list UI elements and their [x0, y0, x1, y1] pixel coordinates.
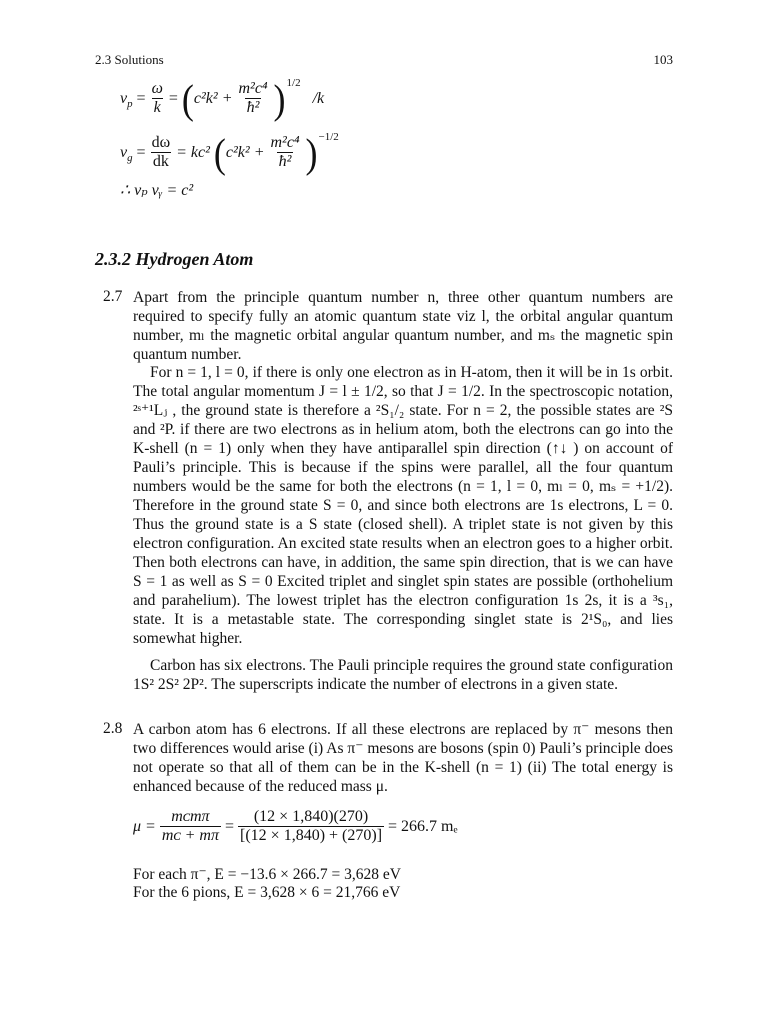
- eq1-lhs: v: [120, 89, 128, 107]
- eq1-tail: /k: [312, 89, 325, 107]
- section-title: 2.3.2 Hydrogen Atom: [95, 249, 254, 269]
- eq2-exponent: −1/2: [318, 130, 339, 143]
- eq1-open-paren: (: [181, 75, 194, 122]
- equation-group-velocity: $v_g$ = $\frac{d\omega}{dk}$ = kc² ( c²k² + $\frac{\text{m²c⁴}}{\text{ħ²}}$ ) −1/2: [120, 129, 339, 176]
- mu-f1-den: mᴄ + mπ: [161, 827, 219, 845]
- energy-per-pion-line: For each π⁻, E = −13.6 × 266.7 = 3,628 eV: [133, 866, 401, 883]
- mu-lhs: μ =: [133, 817, 156, 835]
- mu-equals: =: [224, 817, 235, 835]
- eq1-close-paren: ): [273, 75, 286, 122]
- eq2-frac-num: dω: [151, 134, 171, 151]
- mu-fraction-1: [160, 808, 221, 846]
- reduced-mass-equation: [133, 808, 458, 846]
- eq2-inner-fraction: [269, 134, 302, 172]
- eq2-lhs: v: [120, 143, 128, 161]
- mu-result: = 266.7 mₑ: [388, 817, 458, 835]
- eq1-inner-den: ħ²: [246, 99, 260, 117]
- equation-product: ∴ vₚ vᵧ = c²: [120, 182, 194, 199]
- eq1-inner-num: m²c⁴: [238, 80, 268, 97]
- eq1-frac-num: ω: [151, 80, 163, 97]
- eq2-open-paren: (: [213, 129, 226, 176]
- eq1-inner-fraction: [237, 80, 270, 118]
- problem-2-7-paragraph-3: Carbon has six electrons. The Pauli principle requires the ground state configuration 1S² 2S² 2P². The superscripts indicate the number of electrons in a given state.: [133, 657, 673, 693]
- eq2-close-paren: ): [305, 129, 318, 176]
- problem-number-2-7: 2.7: [103, 288, 123, 305]
- eq2-inner-num: m²c⁴: [270, 134, 300, 151]
- mu-f2-den: [(12 × 1,840) + (270)]: [240, 827, 383, 845]
- problem-2-8-paragraph-1: A carbon atom has 6 electrons. If all these electrons are replaced by π⁻ mesons then two differences would arise (i) As π⁻ mesons are bosons (spin 0) Pauli’s principle does not operate so that all of them can be in the K-shell (n = 1) (ii) The total energy is enhanced because of the reduced mass μ.: [133, 721, 673, 795]
- eq2-inner-den: ħ²: [278, 153, 292, 171]
- page-number: 103: [653, 52, 673, 67]
- mu-fraction-2: [238, 808, 384, 846]
- mu-f2-num: (12 × 1,840)(270): [253, 808, 369, 825]
- eq2-frac-den: dk: [152, 153, 169, 171]
- running-header-section: 2.3 Solutions: [95, 52, 164, 67]
- problem-2-7-paragraph-2: For n = 1, l = 0, if there is only one electron as in H-atom, then it will be in 1s orbit. The total angular momentum J = l ± 1/2, so that J = 1/2. In the spectroscopic notation, ²ˢ⁺¹Lⱼ , the ground state is therefore a ²S₁/₂ state. For n = 2, the possible states are ²S and ²P. if there are two electrons as in helium atom, both the electrons can go into the K-shell (n = 1) only when they have antiparallel spin direction (↑↓ ) on account of Pauli’s principle. This is because if the spins were parallel, all the four quantum numbers would be the same for both the electrons (n = 1, l = 0, mₗ = 0, mₛ = +1/2). Therefore in the ground state S = 0, and since both electrons are 1s electrons, L = 0. Thus the ground state is a S state (closed shell). A triplet state is not given by this electron configuration. An excited state results when an electron goes to a higher orbit. Then both electrons can have, in addition, the same spin direction, that is we can have S = 1 as well as S = 0 Excited triplet and singlet spin states are possible (orthohelium and parahelium). The lowest triplet has the electron configuration 1s 2s, it is a ³s₁, state. It is a metastable state. The corresponding singlet state is 2¹S₀, and lies somewhat higher.: [133, 364, 673, 647]
- problem-number-2-8: 2.8: [103, 720, 123, 737]
- eq1-term1: c²k² +: [193, 89, 233, 107]
- eq1-fraction: [150, 80, 165, 118]
- equation-phase-velocity: $v_p$ = $\frac{\omega}{k}$ = ( c²k² + $\frac{\text{m²c⁴}}{\text{ħ²}}$ ) 1/2 /k: [120, 75, 325, 122]
- eq1-exponent: 1/2: [286, 76, 301, 89]
- eq1-frac-den: k: [153, 99, 161, 117]
- mu-f1-num: mᴄmπ: [171, 808, 210, 825]
- eq2-lhs-sub: g: [127, 152, 133, 165]
- eq1-lhs-sub: p: [127, 98, 133, 111]
- problem-2-7-paragraph-1: Apart from the principle quantum number n, three other quantum numbers are required to specify fully an atomic quantum state viz l, the orbital angular quantum number, mₗ the magnetic orbital angular quantum number, and mₛ the magnetic spin quantum number.: [133, 289, 673, 363]
- energy-total-pions-line: For the 6 pions, E = 3,628 × 6 = 21,766 eV: [133, 884, 401, 901]
- eq2-mid: = kc²: [176, 143, 210, 161]
- eq2-term1: c²k² +: [225, 143, 265, 161]
- eq2-fraction: [150, 134, 173, 172]
